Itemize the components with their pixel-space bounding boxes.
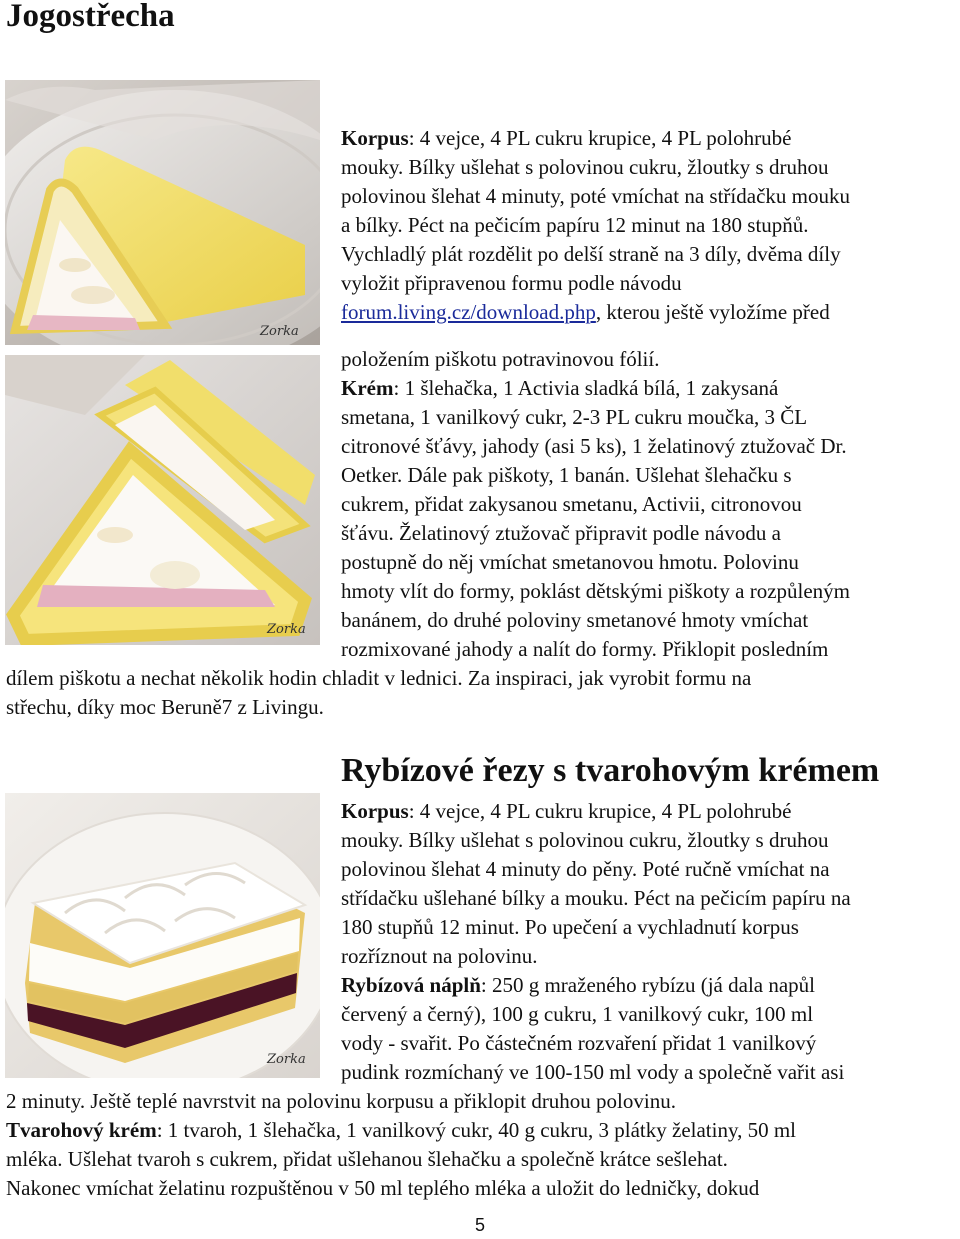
forum-download-link[interactable]: forum.living.cz/download.php <box>341 300 596 324</box>
recipe1-line-3: a bílky. Péct na pečicím papíru 12 minut na 180 stupňů. <box>341 213 809 237</box>
recipe1-line-4: Vychladlý plát rozdělit po delší straně na 3 díly, dvěma díly <box>341 242 841 266</box>
recipe-title-jogostrecha: Jogostřecha <box>6 0 175 34</box>
page-number: 5 <box>474 1215 485 1235</box>
recipe1-line-15: hmoty vlít do formy, poklást dětskými piškoty a rozpůleným <box>341 579 851 603</box>
recipe2-line-7: červený a černý), 100 g cukru, 1 vanilkový cukr, 100 ml <box>341 1002 814 1026</box>
recipe1-line-6: forum.living.cz/download.php, kterou ještě vyložíme před <box>341 300 830 324</box>
cake-photo-roof-slice-image <box>5 80 320 345</box>
recipe2-line-1: mouky. Bílky ušlehat s polovinou cukru, žloutky s druhou <box>341 828 829 852</box>
recipe2-line-9: pudink rozmíchaný ve 100-150 ml vody a společně vařit asi <box>341 1060 845 1084</box>
recipe2-line-6: Rybízová náplň: 250 g mraženého rybízu (já dala napůl <box>341 973 816 997</box>
recipe2-line-2: polovinou šlehat 4 minuty do pěny. Poté ručně vmíchat na <box>341 857 830 881</box>
recipe2-line-3: střídačku ušlehané bílky a mouku. Péct na pečicím papíru na <box>341 886 851 910</box>
recipe1-line-5: vyložit připravenou formu podle návodu <box>341 271 682 295</box>
recipe1-line-2: polovinou šlehat 4 minuty, poté vmíchat na střídačku mouku <box>341 184 850 208</box>
recipe2-line-8: vody - svařit. Po částečném rozvaření přidat 1 vanilkový <box>341 1031 817 1055</box>
recipe2-line-10: 2 minuty. Ještě teplé navrstvit na polovinu korpusu a přiklopit druhou polovinu. <box>6 1089 676 1113</box>
cake-photo-roof-slices <box>5 355 320 645</box>
recipe1-line-8: Krém: 1 šlehačka, 1 Activia sladká bílá, 1 zakysaná <box>341 376 779 400</box>
cake-photo-roof-slices-image <box>5 355 320 645</box>
photo-signature: Zorka <box>260 324 299 339</box>
recipe-title-rybizove-rezy: Rybízové řezy s tvarohovým krémem <box>341 752 880 789</box>
cake-photo-currant-slice <box>5 793 320 1078</box>
recipe1-line-19: střechu, díky moc Beruně7 z Livingu. <box>6 695 324 719</box>
recipe1-line-17: rozmixované jahody a nalít do formy. Přiklopit posledním <box>341 637 829 661</box>
recipe2-line-0: Korpus: 4 vejce, 4 PL cukru krupice, 4 PL polohrubé <box>341 799 792 823</box>
recipe1-line-16: banánem, do druhé poloviny smetanové hmoty vmíchat <box>341 608 809 632</box>
recipe2-line-11: Tvarohový krém: 1 tvaroh, 1 šlehačka, 1 vanilkový cukr, 40 g cukru, 3 plátky želatiny, 50 ml <box>6 1118 797 1142</box>
recipe2-line-12: mléka. Ušlehat tvaroh s cukrem, přidat ušlehanou šlehačku a společně krátce sešlehat. <box>6 1147 728 1171</box>
recipe2-line-5: rozříznout na polovinu. <box>341 944 538 968</box>
recipe1-line-12: cukrem, přidat zakysanou smetanu, Activii, citronovou <box>341 492 802 516</box>
recipe2-line-4: 180 stupňů 12 minut. Po upečení a vychladnutí korpus <box>341 915 799 939</box>
photo2-signature: Zorka <box>267 622 306 637</box>
recipe1-line-14: postupně do něj vmíchat smetanovou hmotu. Polovinu <box>341 550 799 574</box>
recipe1-line-13: šťávu. Želatinový ztužovač připravit podle návodu a <box>341 521 781 545</box>
recipe2-line-13: Nakonec vmíchat želatinu rozpuštěnou v 50 ml teplého mléka a uložit do ledničky, dokud <box>6 1176 760 1200</box>
recipe1-line-9: smetana, 1 vanilkový cukr, 2-3 PL cukru moučka, 3 ČL <box>341 405 808 429</box>
recipe1-line-18: dílem piškotu a nechat několik hodin chladit v lednici. Za inspiraci, jak vyrobit formu na <box>6 666 752 690</box>
recipe1-line-0: Korpus: 4 vejce, 4 PL cukru krupice, 4 PL polohrubé <box>341 126 792 150</box>
recipe1-line-7: položením piškotu potravinovou fólií. <box>341 347 660 371</box>
cake-photo-currant-slice-image <box>5 793 320 1078</box>
cake-photo-roof-slice <box>5 80 320 345</box>
photo3-signature: Zorka <box>267 1052 306 1067</box>
recipe1-line-1: mouky. Bílky ušlehat s polovinou cukru, žloutky s druhou <box>341 155 829 179</box>
recipe1-line-11: Oetker. Dále pak piškoty, 1 banán. Ušlehat šlehačku s <box>341 463 792 487</box>
recipe1-line-10: citronové šťávy, jahody (asi 5 ks), 1 želatinový ztužovač Dr. <box>341 434 847 458</box>
